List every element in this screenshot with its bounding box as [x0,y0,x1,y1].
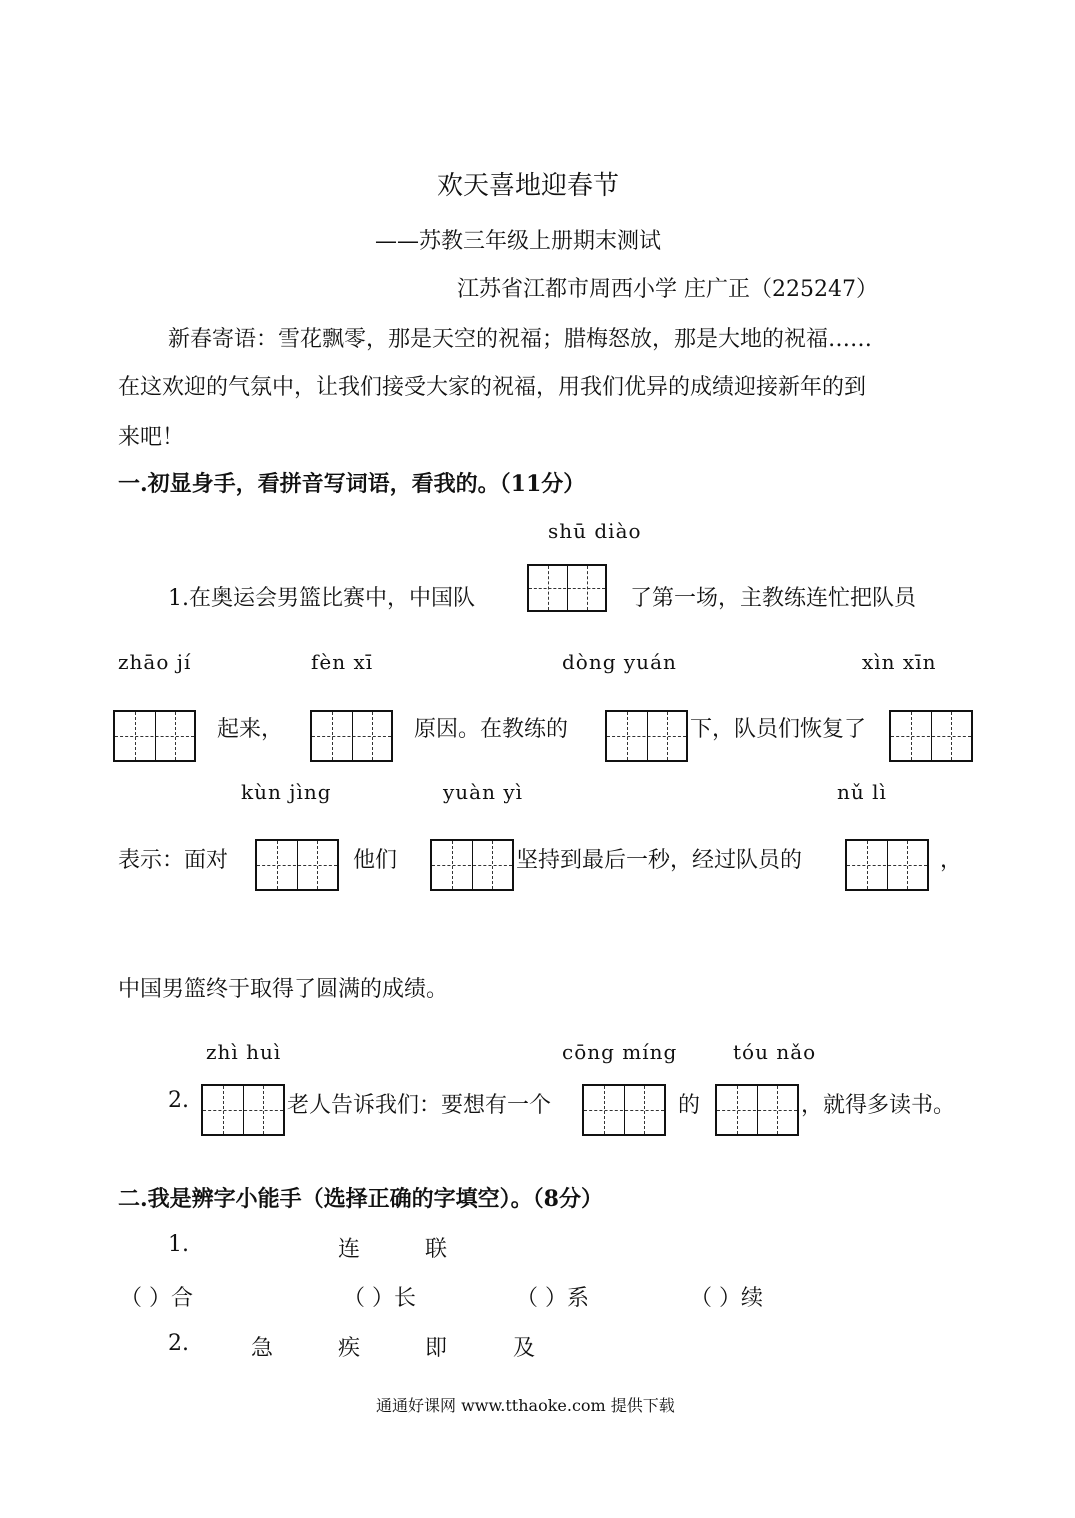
answer-grid-nuli[interactable] [845,839,929,891]
s2-q2-option-4: 及 [513,1336,536,1361]
section-2-heading: 二.我是辨字小能手（选择正确的字填空）。（8分） [118,1186,603,1212]
footer-credit: 通通好课网 www.tthaoke.com 提供下载 [376,1396,675,1415]
answer-grid-shudiao[interactable] [527,564,607,612]
answer-grid-zhihui[interactable] [201,1084,285,1136]
pinyin-tounao: tóu nǎo [733,1040,817,1064]
s2-q1-blank-2[interactable]: （ ）长 [343,1286,416,1311]
pinyin-kunjing: kùn jìng [241,780,332,804]
answer-grid-fenxi[interactable] [310,710,393,762]
q2-text-d: ，就得多读书。 [801,1093,956,1118]
q1-text-c: 起来， [217,717,284,742]
s2-q1-option-2: 联 [425,1237,448,1262]
intro-line-3: 来吧！ [118,425,185,450]
s2-q2-number: 2. [168,1331,189,1356]
s2-q1-blank-1[interactable]: （ ）合 [120,1286,193,1311]
answer-grid-kunjing[interactable] [255,839,339,891]
q1-text-a: 1.在奥运会男篮比赛中，中国队 [168,586,475,611]
s2-q1-blank-4[interactable]: （ ）续 [690,1286,763,1311]
pinyin-fenxi: fèn xī [311,650,374,674]
q2-text-a: 2. [168,1088,189,1113]
q1-text-h: 坚持到最后一秒，经过队员的 [516,848,803,873]
answer-grid-yuanyi[interactable] [430,839,514,891]
q1-text-d: 原因。在教练的 [414,717,569,742]
pinyin-nuli: nǔ lì [837,780,887,804]
q1-text-f: 表示：面对 [118,848,229,873]
q1-text-j: 中国男篮终于取得了圆满的成绩。 [118,977,449,1002]
page-subtitle: ——苏教三年级上册期末测试 [375,229,662,254]
intro-line-2: 在这欢迎的气氛中，让我们接受大家的祝福，用我们优异的成绩迎接新年的到 [118,375,867,400]
q1-text-g: 他们 [353,848,398,873]
pinyin-zhaoji: zhāo jí [118,650,192,674]
pinyin-zhihui: zhì huì [206,1040,282,1064]
pinyin-dongyuan: dòng yuán [562,650,677,674]
s2-q1-option-1: 连 [338,1237,361,1262]
q2-text-b: 老人告诉我们：要想有一个 [287,1093,552,1118]
section-1-heading: 一.初显身手，看拼音写词语，看我的。（11分） [118,471,586,497]
q2-text-c: 的 [678,1093,701,1118]
page-title: 欢天喜地迎春节 [437,171,620,201]
s2-q2-option-1: 急 [251,1336,274,1361]
answer-grid-congming[interactable] [582,1084,666,1136]
pinyin-congming: cōng míng [562,1040,678,1064]
author-line: 江苏省江都市周西小学 庄广正（225247） [457,277,878,302]
pinyin-yuanyi: yuàn yì [443,780,524,804]
s2-q1-blank-3[interactable]: （ ）系 [516,1286,589,1311]
pinyin-shudiao: shū diào [548,519,642,543]
s2-q2-option-2: 疾 [338,1336,361,1361]
intro-line-1: 新春寄语：雪花飘零，那是天空的祝福；腊梅怒放，那是大地的祝福…… [168,327,873,352]
q1-text-e: 下，队员们恢复了 [690,717,867,742]
pinyin-xinxin: xìn xīn [862,650,937,674]
q1-text-b: 了第一场，主教练连忙把队员 [630,586,917,611]
answer-grid-xinxin[interactable] [889,710,973,762]
answer-grid-zhaoji[interactable] [113,710,196,762]
s2-q1-number: 1. [168,1232,189,1257]
q1-text-i: ， [940,848,963,873]
answer-grid-dongyuan[interactable] [605,710,688,762]
s2-q2-option-3: 即 [425,1336,448,1361]
answer-grid-tounao[interactable] [715,1084,799,1136]
